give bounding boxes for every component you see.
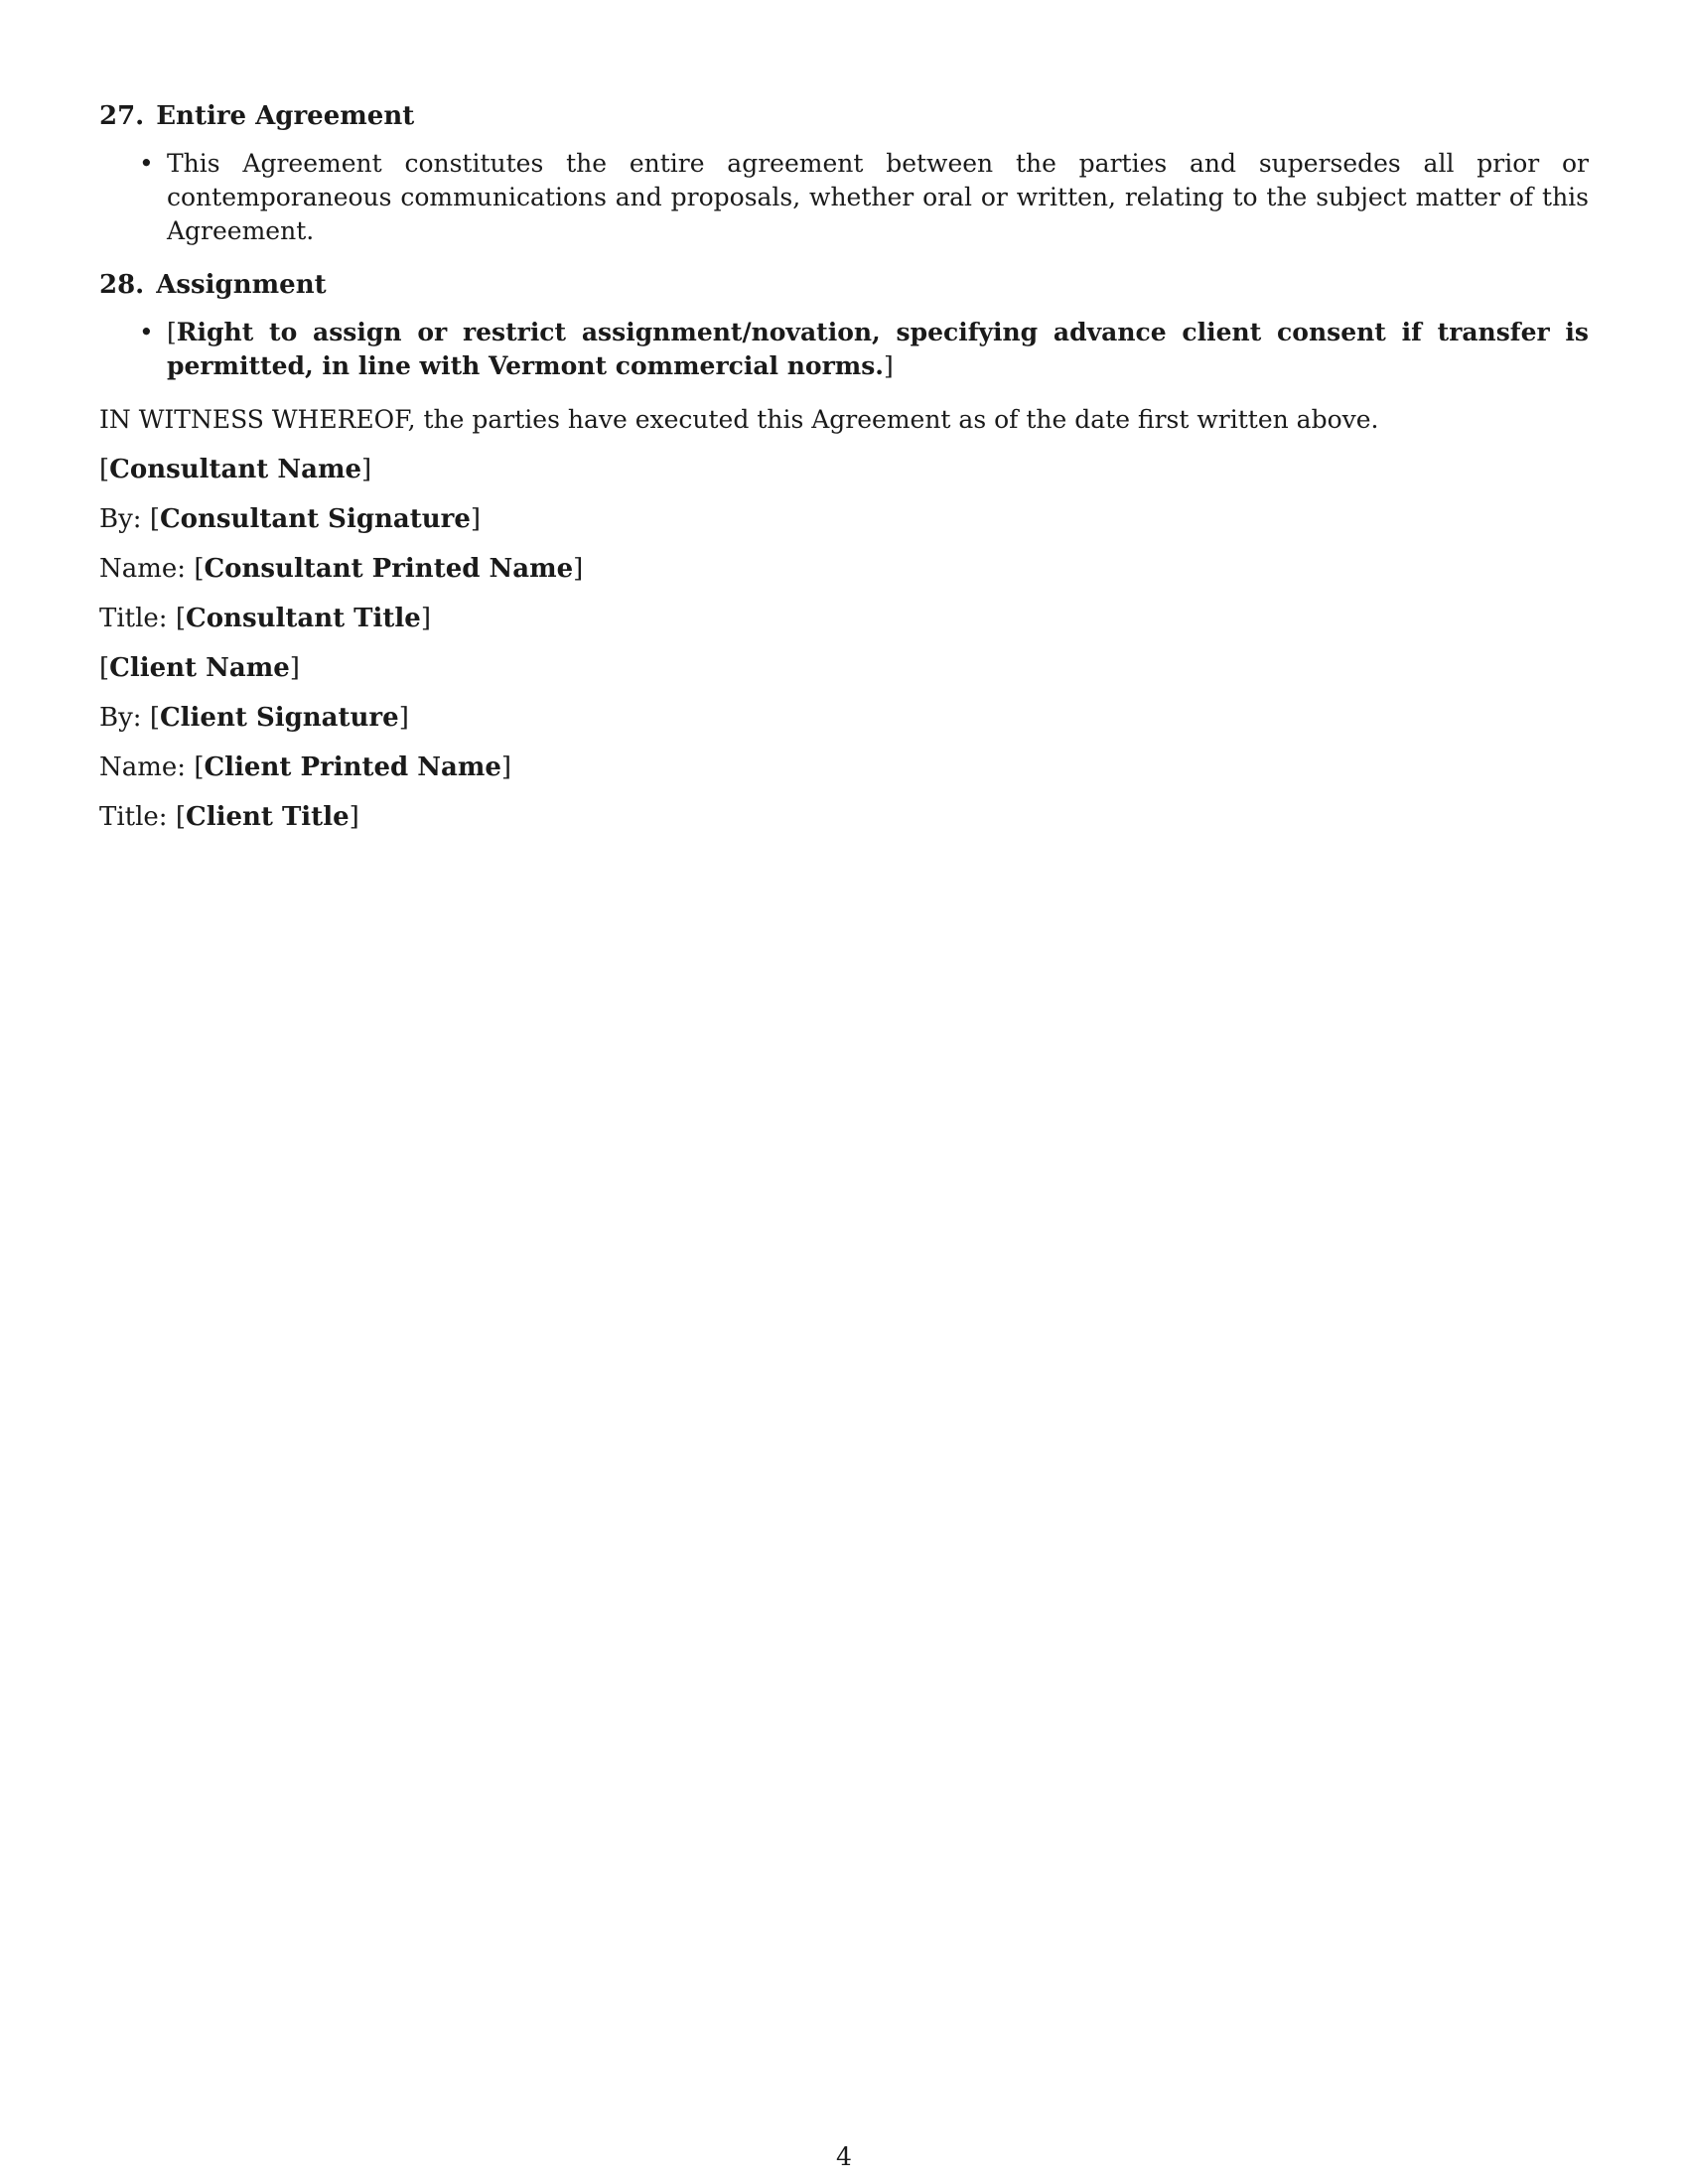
witness-statement: IN WITNESS WHEREOF, the parties have executed this Agreement as of the date first written above. xyxy=(99,405,1379,434)
consultant-signature: Consultant Signature xyxy=(159,504,471,534)
consultant-name-line: [Consultant Name] xyxy=(99,455,372,484)
section-title: Assignment xyxy=(156,270,327,300)
document-page xyxy=(99,99,1589,850)
client-title-line: Title: [Client Title] xyxy=(99,802,359,832)
section-heading-assignment xyxy=(99,268,1589,302)
title-label: Title: xyxy=(99,604,168,633)
page-number: 4 xyxy=(836,2142,852,2171)
client-signature: Client Signature xyxy=(159,703,399,733)
clause-item xyxy=(99,316,1589,383)
name-label: Name: xyxy=(99,554,187,584)
clause-list xyxy=(99,316,1589,383)
client-name-line: [Client Name] xyxy=(99,653,300,683)
client-printed-name-line: Name: [Client Printed Name] xyxy=(99,752,512,782)
section-number: 28. xyxy=(99,270,145,300)
title-label: Title: xyxy=(99,802,168,832)
section-heading-entire-agreement xyxy=(99,99,1589,133)
bullet-icon: • xyxy=(139,318,154,346)
consultant-title: Consultant Title xyxy=(186,604,421,633)
consultant-printed-name: Consultant Printed Name xyxy=(204,554,574,584)
bullet-icon: • xyxy=(139,149,154,178)
client-name: Client Name xyxy=(109,653,290,683)
client-printed-name: Client Printed Name xyxy=(204,752,501,782)
client-signature-line: By: [Client Signature] xyxy=(99,703,409,733)
consultant-signature-line: By: [Consultant Signature] xyxy=(99,504,482,534)
section-title: Entire Agreement xyxy=(156,101,415,131)
section-number: 27. xyxy=(99,101,145,131)
name-label: Name: xyxy=(99,752,187,782)
clause-placeholder-text: [Right to assign or restrict assignment/novation, specifying advance client consent if transfer is permitted, in line with Vermont commercial norms.] xyxy=(167,318,1589,380)
clause-item xyxy=(99,147,1589,248)
consultant-name: Consultant Name xyxy=(109,455,361,484)
consultant-printed-name-line: Name: [Consultant Printed Name] xyxy=(99,554,584,584)
consultant-title-line: Title: [Consultant Title] xyxy=(99,604,431,633)
clause-text: This Agreement constitutes the entire agreement between the parties and supersedes all prior or contemporaneous communications and proposals, whether oral or written, relating to the subject matter of this Agreement. xyxy=(167,149,1589,245)
clause-list xyxy=(99,147,1589,248)
by-label: By: xyxy=(99,504,142,534)
client-title: Client Title xyxy=(186,802,350,832)
by-label: By: xyxy=(99,703,142,733)
